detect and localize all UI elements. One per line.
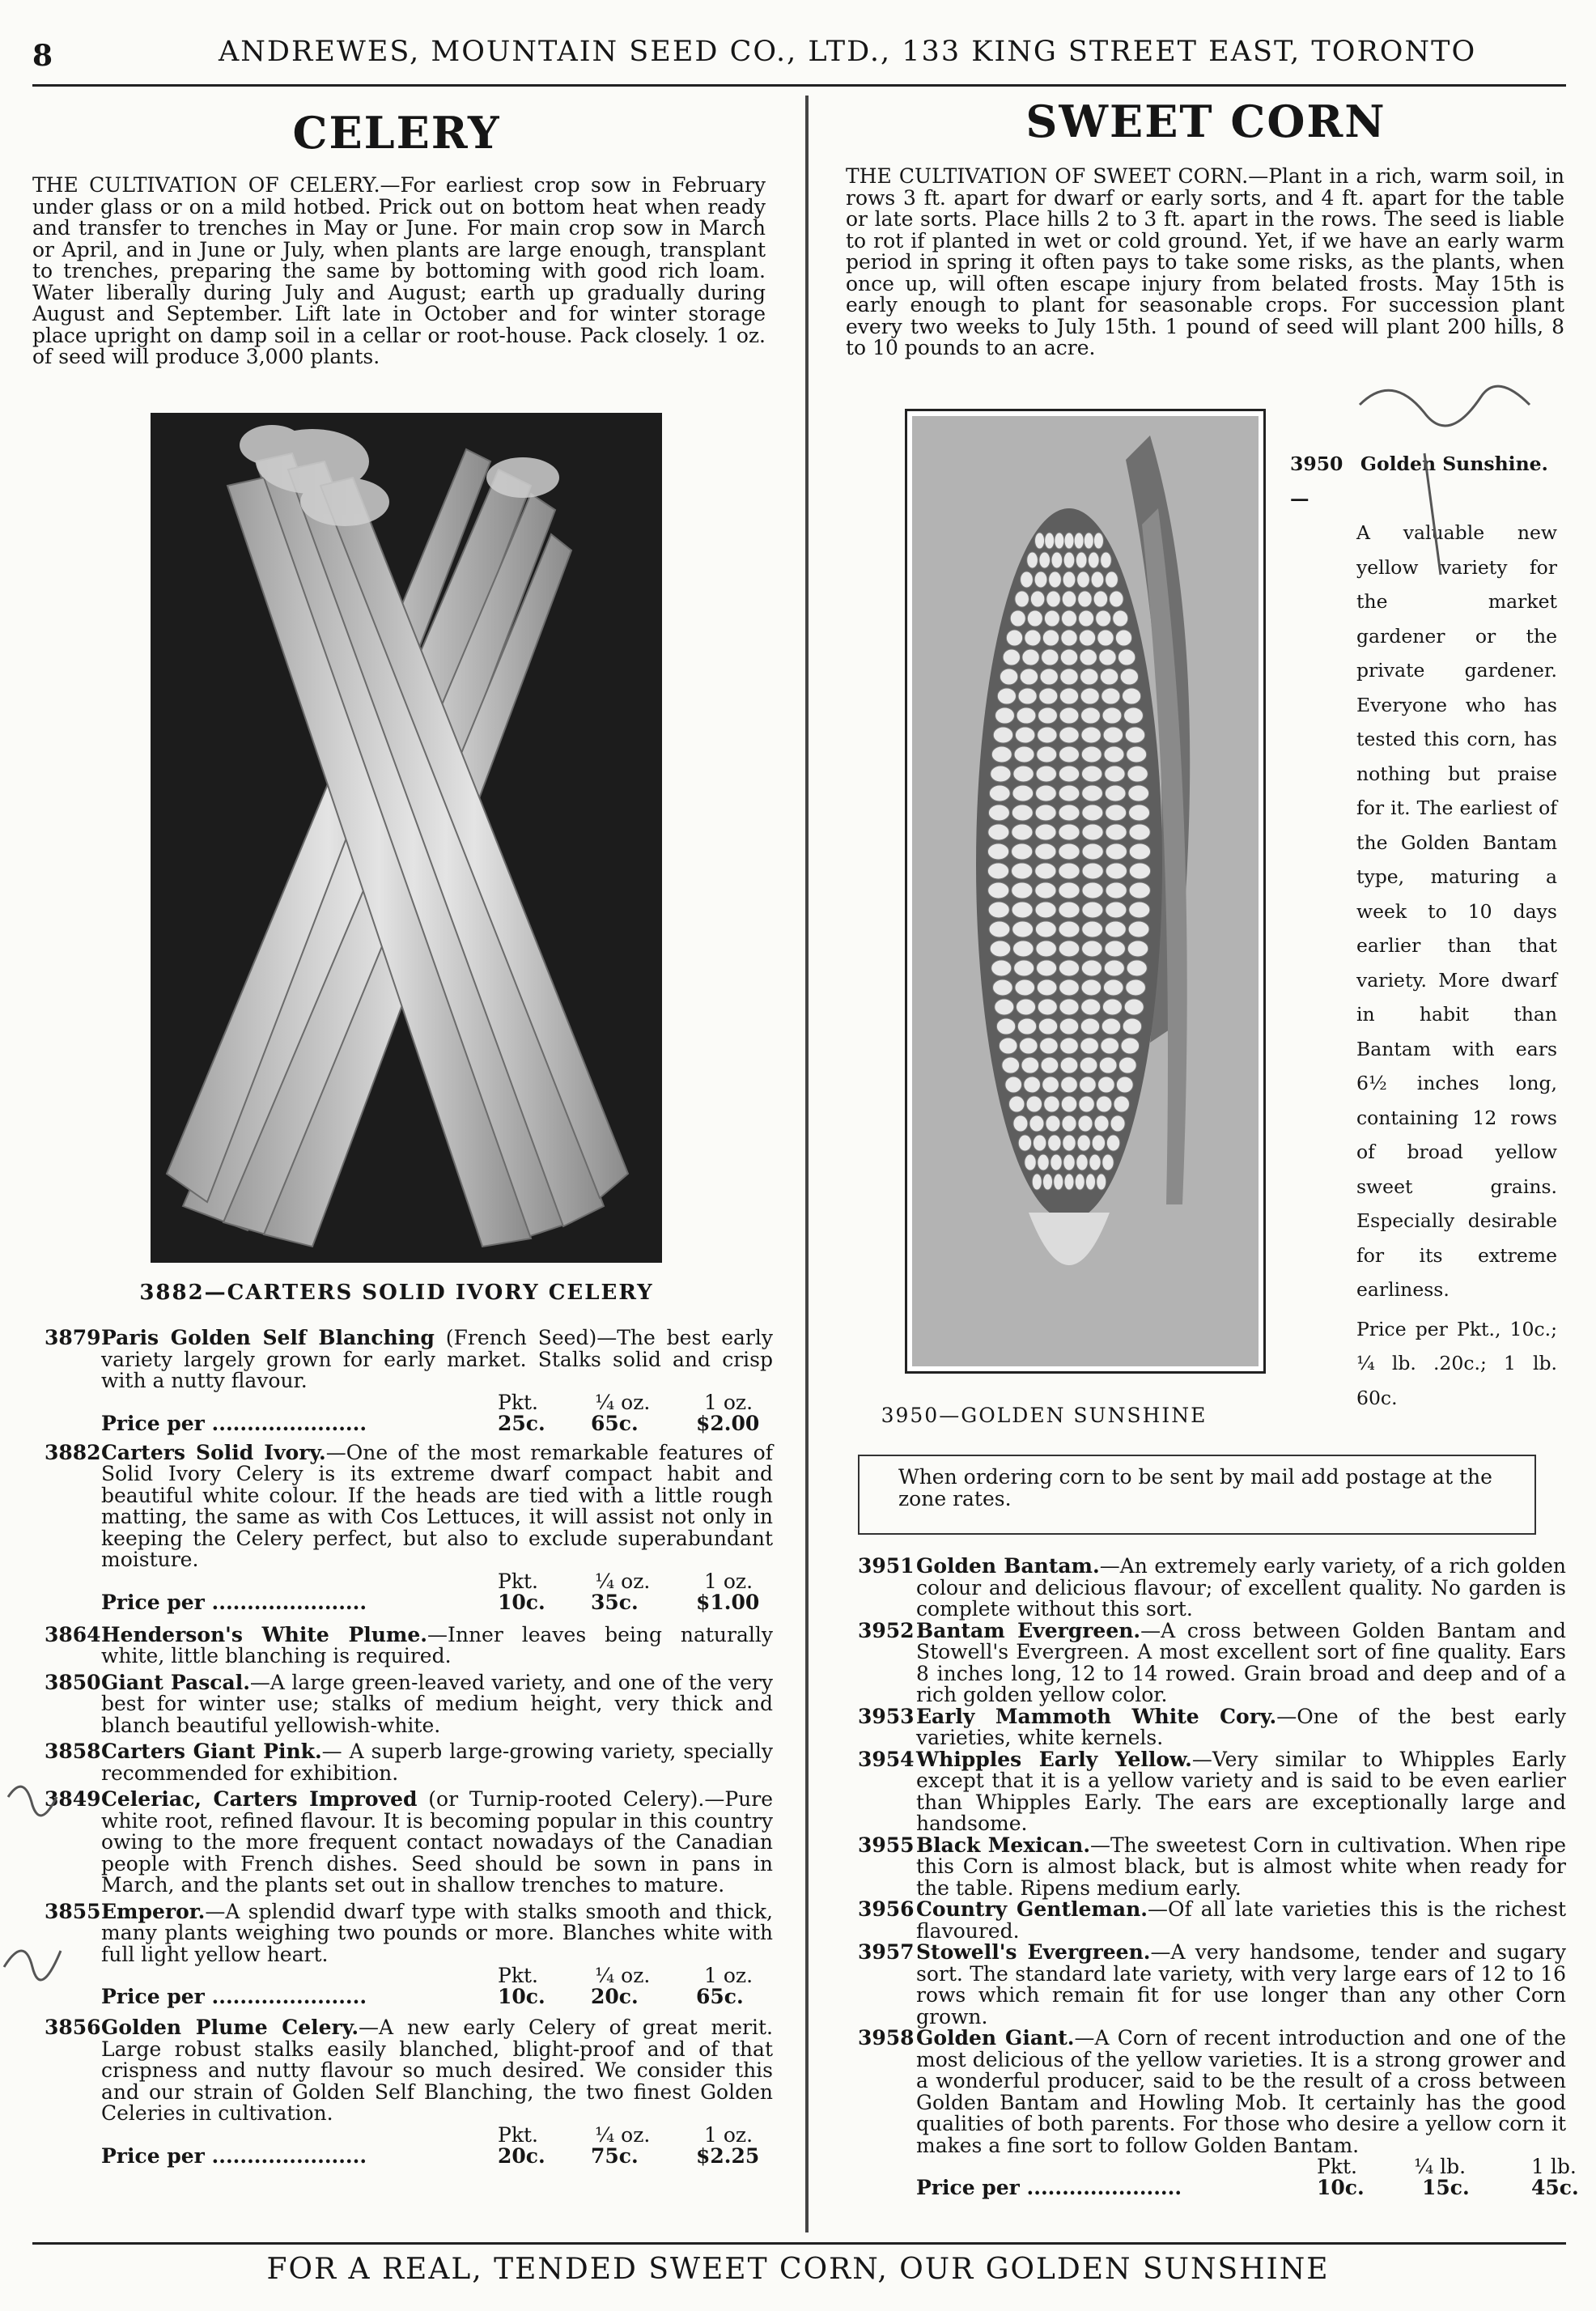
item-name: Bantam Evergreen. (916, 1618, 1141, 1642)
corn-intro: THE CULTIVATION OF SWEET CORN.—Plant in a rich, warm soil, in rows 3 ft. apart for dwarf or early sorts, and 4 ft. apart for the table or late sorts. Place hills 2 to 3 ft. apart in the rows. The seed is liable to rot if planted in wet or cold ground. Yet, if we have an early warm period in spring it often pays to take some risks, as the plants, when once up, will often escape injury from belated frosts. May 15th is early enough to plant for seasonable crops. For succession plant every two weeks to July 15th. 1 pound of seed will plant 200 hills, 8 to 10 pounds to an acre. (846, 164, 1564, 359)
item-description: —A large green-leaved variety, and one of the very best for winter use; stalks of medium height, very thick and blanch beautiful yellowish-white. (101, 1670, 774, 1737)
item-name: Golden Giant. (916, 2026, 1075, 2050)
item-number: 3950 (1290, 452, 1343, 475)
item-description: —A cross between Golden Bantam and Stowell's Evergreen. A most excellent sort of fine quality. Ears 8 inches long, 12 to 14 rowed. Grain broad and deep and of a rich golden yellow color. (916, 1618, 1566, 1706)
item-name: Stowell's Evergreen. (916, 1940, 1151, 1964)
price-value: 20c. (498, 2143, 545, 2168)
celery-photo-caption: 3882—CARTERS SOLID IVORY CELERY (139, 1281, 654, 1305)
price-header: 1 oz. (704, 1390, 753, 1414)
list-item (45, 1442, 773, 1571)
header-rule (32, 84, 1566, 87)
item-description: —One of the most remarkable features of Solid Ivory Celery is its extreme dwarf compact habit and beautiful white colour. If the heads are tied with a little rough matting, the same as with Cos Lettuces, it will assist not only in keeping the Celery perfect, but also to exclude superabundant moisture. (101, 1440, 773, 1571)
item-number: 3953 (858, 1704, 915, 1728)
celery-catalog-list (45, 1328, 773, 2167)
price-table (101, 1571, 773, 1613)
item-description: —The sweetest Corn in cultivation. When ripe this Corn is almost black, but is almost white when ready for the table. Ripens medium early. (916, 1833, 1566, 1900)
price-label: Price per ...................... (101, 1985, 367, 2008)
item-name: Golden Sunshine.— (1290, 452, 1548, 510)
item-number: 3954 (858, 1747, 915, 1771)
list-item (858, 1942, 1566, 2028)
list-item (45, 1622, 773, 1667)
item-description: — A superb large-growing variety, specially recommended for exhibition. (101, 1740, 773, 1785)
item-name: Black Mexican. (916, 1833, 1091, 1857)
price-table (101, 2122, 773, 2168)
item-number: 3952 (858, 1618, 915, 1642)
item-description: —A new early Celery of great merit. Large robust stalks easily blanched, blight-proof and of that crispness and nutty flavour so much desired. We consider this and our strain of Golden Self Blanching, the two finest Golden Celeries in cultivation. (101, 2016, 773, 2125)
item-description: —Inner leaves being naturally white, little blanching is required. (101, 1622, 773, 1667)
corn-catalog-list (858, 1554, 1579, 2199)
price-value: 20c. (591, 1985, 639, 2008)
item-name: Paris Golden Self Blanching (101, 1326, 435, 1349)
item-number: 3855 (45, 1899, 101, 1923)
price-value: 15c. (1422, 2176, 1470, 2199)
footer-rule (32, 2242, 1566, 2245)
list-item (45, 1672, 773, 1737)
price-value: $2.00 (696, 1411, 760, 1435)
price-value: 65c. (696, 1985, 744, 2008)
item-name: Carters Solid Ivory. (101, 1440, 326, 1464)
list-item (858, 1749, 1566, 1835)
list-item (858, 1556, 1566, 1621)
item-number: 3958 (858, 2026, 915, 2050)
item-description: —Of all late varieties this is the richest flavoured. (916, 1897, 1566, 1943)
item-number: 3882 (45, 1440, 101, 1464)
item-description: —An extremely early variety, of a rich golden colour and delicious flavour; of excellent quality. No garden is complete without this sort. (916, 1554, 1566, 1621)
footer-slogan: FOR A REAL, TENDED SWEET CORN, OUR GOLDEN SUNSHINE (266, 2253, 1330, 2286)
price-header: Pkt. (498, 1569, 538, 1593)
item-number: 3849 (45, 1787, 101, 1811)
price-value: 25c. (498, 1411, 545, 1435)
item-number: 3957 (858, 1940, 915, 1964)
price-table (101, 1392, 773, 1434)
list-item (858, 1835, 1566, 1900)
item-name: Golden Bantam. (916, 1554, 1100, 1578)
list-item (45, 1741, 773, 1784)
price-header: 1 oz. (704, 2122, 753, 2147)
item-name: Giant Pascal. (101, 1670, 250, 1694)
price-value: 10c. (498, 1590, 545, 1614)
price-table (101, 1965, 773, 2007)
item-name: Emperor. (101, 1899, 206, 1923)
item-number: 3864 (45, 1622, 101, 1646)
price-value: 75c. (591, 2143, 639, 2168)
item-name: Celeriac, Carters Improved (101, 1787, 418, 1811)
item-description: —A splendid dwarf type with stalks smooth and thick, many plants weighing two pounds or more. Blanches white with full light yellow heart. (101, 1899, 773, 1966)
price-value: 45c. (1531, 2176, 1579, 2199)
price-value: $1.00 (696, 1590, 760, 1614)
list-item (45, 2017, 773, 2125)
price-label: Price per ...................... (101, 1590, 367, 1614)
price-value: 35c. (591, 1590, 639, 1614)
item-description: (French Seed)—The best early variety largely grown for early market. Stalks solid and crisp with a nutty flavour. (101, 1326, 773, 1392)
price-value: 65c. (591, 1411, 639, 1435)
corn-photo-caption: 3950—GOLDEN SUNSHINE (881, 1404, 1208, 1427)
item-number: 3858 (45, 1740, 101, 1763)
celery-intro: THE CULTIVATION OF CELERY.—For earliest crop sow in February under glass or on a mild hotbed. Prick out on bottom heat when ready and transfer to trenches in May or June. For main crop sow in March or April, and in June or July, when plants are large enough, transplant to trenches, preparing the same by bottoming with good rich loam. Water liberally during July and August; earth up gradually during August and September. Lift late in October and for winter storage place upright on damp soil in a cellar or root-house. Pack closely. 1 oz. of seed will produce 3,000 plants. (32, 173, 766, 368)
list-item (45, 1901, 773, 1966)
item-description: —Very similar to Whipples Early except that it is a yellow variety and is said to be even earlier than Whipples Early. The ears are exceptionally large and handsome. (916, 1747, 1566, 1835)
list-item (858, 2028, 1566, 2156)
price-header: ¼ oz. (595, 1964, 651, 1987)
item-number: 3850 (45, 1670, 101, 1694)
item-name: Golden Plume Celery. (101, 2016, 359, 2039)
item-name: Country Gentleman. (916, 1897, 1148, 1921)
price-label: Price per ...................... (101, 1411, 367, 1435)
shipping-note: When ordering corn to be sent by mail add postage at the zone rates. (858, 1455, 1536, 1535)
price-header: 1 lb. (1531, 2155, 1577, 2178)
item-description: —A Corn of recent introduction and one of the most delicious of the yellow varieties. It is a strong grower and a wonderful producer, said to be the result of a cross between Golden Bantam and Howling Mob. It certainly has the good qualities of both parents. For those who desire a yellow corn it makes a fine sort to follow Golden Bantam. (916, 2026, 1566, 2157)
price-header: Pkt. (498, 2122, 538, 2147)
price-header: ¼ oz. (595, 2122, 651, 2147)
running-title: ANDREWES, MOUNTAIN SEED CO., LTD., 133 KING STREET EAST, TORONTO (219, 36, 1477, 68)
item-description: —One of the best early varieties, white kernels. (916, 1704, 1567, 1749)
price-header: Pkt. (1317, 2155, 1357, 2178)
item-number: 3956 (858, 1897, 915, 1921)
item-name: Early Mammoth White Cory. (916, 1704, 1277, 1728)
list-item (45, 1328, 773, 1392)
item-description: A valuable new yellow variety for the market gardener or the private gardener. Everyone who has tested this corn, has nothing but praise for it. The earliest of the Golden Bantam type, maturing a week to 10 days earlier than that variety. More dwarf in habit than Bantam with ears 6½ inches long, containing 12 rows of broad yellow sweet grains. Especially desirable for its extreme earliness. (1356, 521, 1557, 1301)
item-price: Price per Pkt., 10c.; ¼ lb. .20c.; 1 lb. 60c. (1356, 1317, 1557, 1409)
item-description: (or Turnip-rooted Celery).—Pure white root, refined flavour. It is becoming popular in this country owing to the more frequent contact nowadays of the Canadian people with French dishes. Seed should be sown in pans in March, and the plants set out in shallow trenches to mature. (101, 1787, 773, 1897)
item-name: Whipples Early Yellow. (916, 1747, 1192, 1771)
price-table (916, 2155, 1579, 2199)
list-item (858, 1618, 1566, 1706)
price-label: Price per ...................... (101, 2143, 367, 2168)
list-item (858, 1706, 1566, 1749)
item-description: —A very handsome, tender and sugary sort. The standard late variety, with very large ears of 12 to 16 rows which remain fit for use longer than any other Corn grown. (916, 1940, 1566, 2028)
column-divider (805, 96, 809, 2232)
corn-title: SWEET CORN (1025, 96, 1386, 147)
item-number: 3951 (858, 1554, 915, 1578)
price-header: 1 oz. (704, 1964, 753, 1987)
price-header: ¼ oz. (595, 1569, 651, 1593)
price-header: 1 oz. (704, 1569, 753, 1593)
price-header: Pkt. (498, 1390, 538, 1414)
featured-variety (1290, 447, 1557, 1415)
celery-photo (151, 413, 662, 1263)
celery-title: CELERY (292, 107, 501, 159)
item-name: Carters Giant Pink. (101, 1740, 322, 1763)
price-header: ¼ oz. (595, 1390, 651, 1414)
page-number: 8 (32, 39, 53, 73)
item-number: 3879 (45, 1326, 101, 1349)
item-number: 3955 (858, 1833, 915, 1857)
list-item (45, 1789, 773, 1897)
price-header: Pkt. (498, 1964, 538, 1987)
list-item (858, 1899, 1566, 1942)
price-value: 10c. (498, 1985, 545, 2008)
item-name: Henderson's White Plume. (101, 1622, 427, 1646)
item-number: 3856 (45, 2016, 101, 2039)
corn-photo (905, 409, 1266, 1374)
price-label: Price per ...................... (916, 2176, 1182, 2199)
price-value: 10c. (1317, 2176, 1365, 2199)
price-value: $2.25 (696, 2143, 760, 2168)
price-header: ¼ lb. (1414, 2155, 1467, 2178)
